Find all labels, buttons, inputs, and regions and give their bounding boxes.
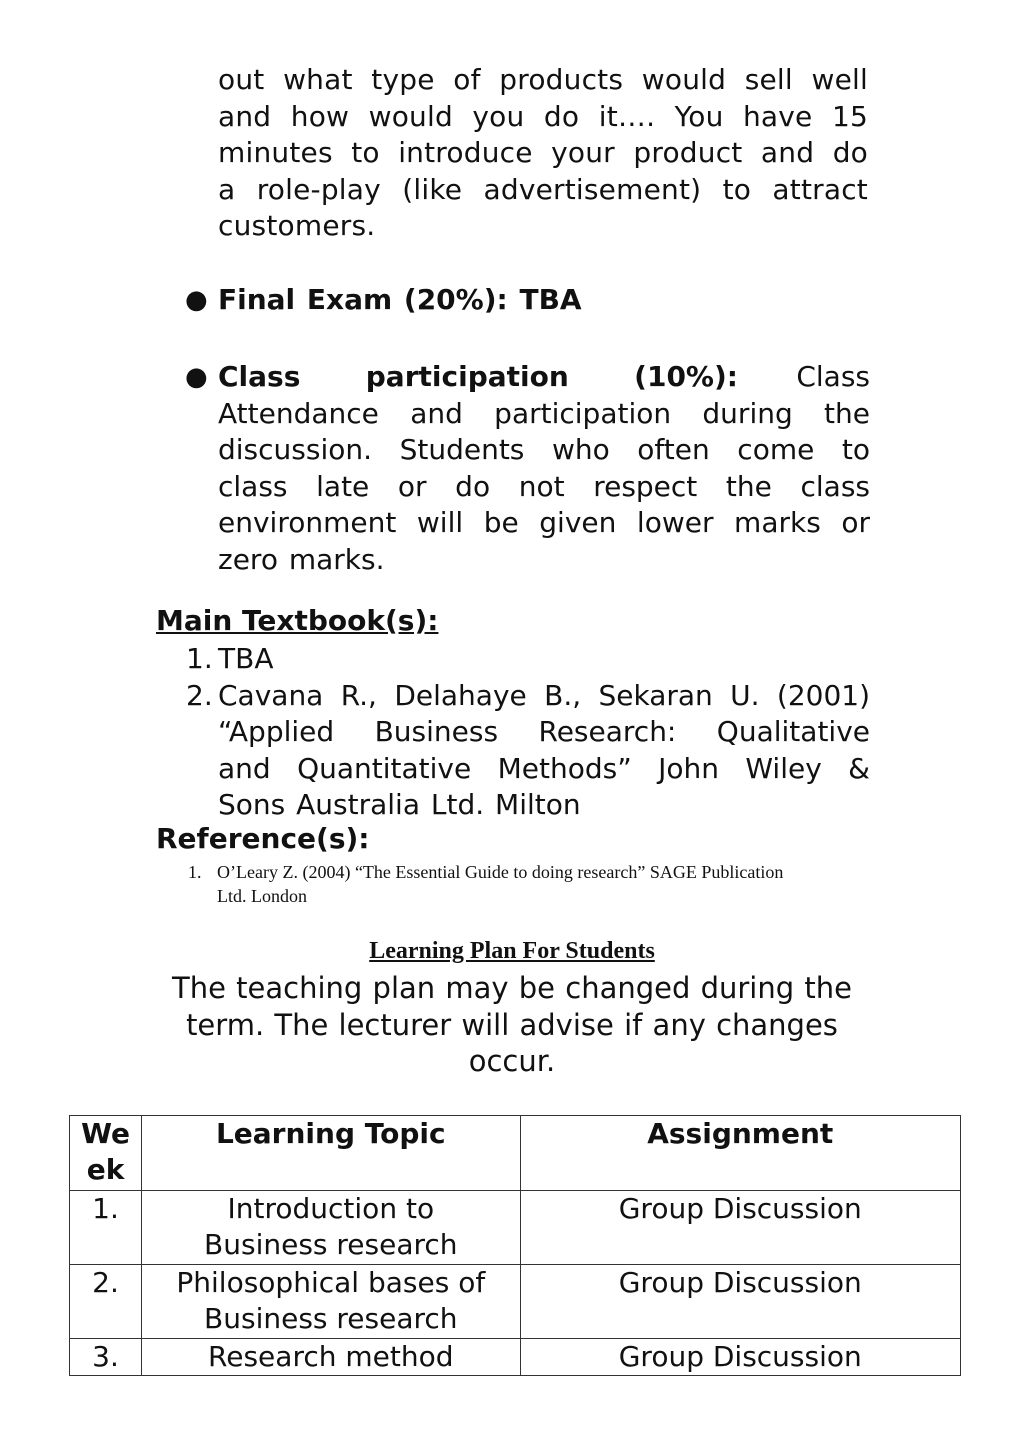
list-text: TBA bbox=[218, 642, 274, 675]
cell-week: 2. bbox=[70, 1265, 142, 1339]
text-line: “Applied Business Research: Qualitative bbox=[218, 715, 870, 748]
final-exam-text: Final Exam (20%): TBA bbox=[218, 283, 582, 316]
cell-assignment: Group Discussion bbox=[520, 1191, 961, 1265]
table-row bbox=[70, 1339, 961, 1376]
text-line: O’Leary Z. (2004) “The Essential Guide to doing research” SAGE Publication bbox=[217, 862, 784, 882]
assignment-description bbox=[218, 62, 868, 245]
cell-topic bbox=[142, 1265, 520, 1339]
list-item bbox=[186, 678, 870, 824]
participation-label bbox=[218, 359, 738, 396]
reference-list bbox=[188, 860, 872, 908]
text-line: Sons Australia Ltd. Milton bbox=[218, 788, 581, 821]
header-topic: Learning Topic bbox=[142, 1116, 520, 1191]
participation-label-word: Class bbox=[218, 360, 301, 393]
topic-line: Introduction to bbox=[227, 1192, 435, 1225]
text-line: a role-play (like advertisement) to attract bbox=[218, 172, 868, 206]
textbook-list bbox=[186, 641, 870, 824]
table-row bbox=[70, 1191, 961, 1265]
topic-line: Research method bbox=[208, 1340, 454, 1373]
learning-plan-title: Learning Plan For Students bbox=[369, 938, 655, 964]
text-line: out what type of products would sell well bbox=[218, 63, 868, 96]
cell-assignment: Group Discussion bbox=[520, 1339, 961, 1376]
text-line: Cavana R., Delahaye B., Sekaran U. (2001) bbox=[218, 678, 870, 712]
text-line: and Quantitative Methods” John Wiley & bbox=[218, 751, 870, 785]
cell-week: 1. bbox=[70, 1191, 142, 1265]
cell-week: 3. bbox=[70, 1339, 142, 1376]
text-line: Ltd. London bbox=[217, 886, 307, 906]
list-item bbox=[186, 641, 870, 678]
cell-assignment: Group Discussion bbox=[520, 1265, 961, 1339]
table-row bbox=[70, 1265, 961, 1339]
cell-topic bbox=[142, 1339, 520, 1376]
text-line: The teaching plan may be changed during the bbox=[172, 971, 852, 1005]
reference-heading: Reference(s): bbox=[156, 822, 370, 855]
text-line: discussion. Students who often come to bbox=[218, 433, 870, 466]
text-line: zero marks. bbox=[218, 542, 385, 576]
list-number: 2. bbox=[186, 678, 213, 712]
learning-plan-table bbox=[69, 1115, 961, 1376]
learning-plan-description bbox=[150, 970, 874, 1080]
main-textbook-heading: Main Textbook(s): bbox=[156, 604, 439, 637]
text-line: minutes to introduce your product and do bbox=[218, 136, 868, 169]
header-week-line: ek bbox=[86, 1153, 125, 1186]
topic-line: Business research bbox=[204, 1228, 458, 1261]
list-number: 1. bbox=[188, 862, 202, 882]
participation-label-word: participation bbox=[365, 360, 569, 393]
header-assignment: Assignment bbox=[520, 1116, 961, 1191]
text-line: Attendance and participation during the bbox=[218, 396, 870, 430]
list-number: 1. bbox=[186, 642, 213, 675]
bullet-class-participation bbox=[185, 359, 870, 578]
header-week bbox=[70, 1116, 142, 1191]
text-line: class late or do not respect the class bbox=[218, 469, 870, 503]
topic-line: Business research bbox=[204, 1302, 458, 1335]
text-line: environment will be given lower marks or bbox=[218, 506, 870, 539]
participation-label-word: (10%): bbox=[634, 360, 738, 393]
bullet-final-exam bbox=[185, 282, 870, 319]
cell-topic bbox=[142, 1191, 520, 1265]
list-item bbox=[188, 860, 872, 908]
text-line: and how would you do it…. You have 15 bbox=[218, 99, 868, 133]
topic-line: Philosophical bases of bbox=[176, 1266, 486, 1299]
bullet-icon: ● bbox=[185, 362, 208, 392]
header-week-line: We bbox=[81, 1117, 130, 1150]
bullet-icon: ● bbox=[185, 285, 208, 315]
participation-first-line bbox=[218, 359, 870, 396]
table-header-row bbox=[70, 1116, 961, 1191]
participation-first-word: Class bbox=[796, 360, 870, 393]
text-line: term. The lecturer will advise if any changes bbox=[186, 1007, 838, 1042]
text-line: occur. bbox=[468, 1044, 556, 1078]
text-line: customers. bbox=[218, 209, 376, 242]
